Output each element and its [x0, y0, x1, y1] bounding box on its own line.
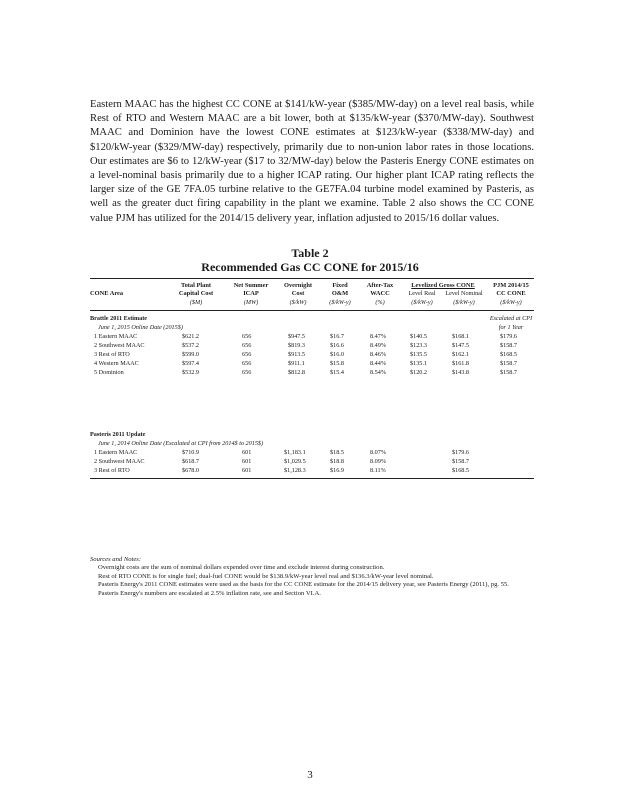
row-level-nominal: $147.5 [452, 342, 470, 349]
row-oc: $1,128.3 [284, 467, 306, 474]
row-wacc: 8.07% [370, 449, 386, 456]
header-fom-2: O&M [331, 290, 349, 297]
header-fom-unit: ($/kW-y) [329, 299, 351, 306]
row-area: 3 Rest of RTO [94, 467, 130, 474]
row-icap: 656 [242, 351, 252, 358]
row-wacc: 8.54% [370, 369, 386, 376]
row-level-nominal: $162.1 [452, 351, 470, 358]
row-icap: 656 [242, 342, 252, 349]
page-number: 3 [307, 769, 313, 781]
row-level-real: $120.2 [410, 369, 428, 376]
row-fom: $16.7 [330, 333, 344, 340]
row-level-real: $123.3 [410, 342, 428, 349]
row-icap: 601 [242, 458, 252, 465]
row-area: 2 Southwest MAAC [94, 342, 145, 349]
row-pjm: $158.7 [500, 369, 518, 376]
row-wacc: 8.44% [370, 360, 386, 367]
row-pjm: $168.5 [500, 351, 518, 358]
row-fom: $15.8 [330, 360, 344, 367]
row-oc: $947.5 [288, 333, 306, 340]
row-oc: $911.1 [288, 360, 305, 367]
table-number: Table 2 [291, 246, 329, 260]
row-tpc: $532.9 [182, 369, 200, 376]
pjm-note-2: for 1 Year [498, 324, 524, 331]
row-tpc: $710.9 [182, 449, 200, 456]
row-level-nominal: $161.8 [452, 360, 470, 367]
row-area: 3 Rest of RTO [94, 351, 130, 358]
header-rule [90, 310, 534, 311]
header-level-real-unit: ($/kW-y) [411, 299, 433, 306]
row-tpc: $597.4 [182, 360, 200, 367]
row-pjm: $158.7 [500, 342, 518, 349]
header-tpc-unit: ($M) [189, 299, 203, 306]
row-level-nominal: $158.7 [452, 458, 470, 465]
row-wacc: 8.49% [370, 342, 386, 349]
row-level-nominal: $179.6 [452, 449, 470, 456]
header-levelized-group: Levelized Gross CONE [411, 282, 475, 289]
pjm-note-1: Escalated at CPI [489, 315, 533, 322]
row-area: 1 Eastern MAAC [94, 333, 138, 340]
row-level-nominal: $143.8 [452, 369, 470, 376]
row-oc: $1,183.1 [284, 449, 306, 456]
header-cone-area: CONE Area [90, 290, 124, 297]
row-tpc: $618.7 [182, 458, 200, 465]
body-paragraph: Eastern MAAC has the highest CC CONE at $141/kW-year ($385/MW-day) on a level real basis, while Rest of RTO and Western MAAC are a bit lower, both at $135/kW-year ($370/MW-day). Southwest MAAC and Dominion have the lowest CONE estimates at $123/kW-year ($338/MW-day) and $120/kW-year ($329/MW-day) respectively, primarily due to non-union labor rates in those locations. Our estimates are $6 to 12/kW-year ($17 to 32/MW-day) below the Pasteris Energy CONE estimates on a level-nominal basis primarily due to a higher ICAP rating. Our higher plant ICAP rating reflects the larger size of the GE 7FA.05 turbine relative to the GE7FA.04 turbine model examined by Pasteris, as well as the greater duct firing capability in the plant we examine. Table 2 also shows the CC CONE value PJM has utilized for the 2014/15 delivery year, inflation adjusted to 2015/16 dollar values. [90, 99, 534, 224]
header-level-nominal: Level Nominal [445, 290, 483, 297]
sources-and-notes [90, 556, 536, 598]
row-level-real: $135.5 [410, 351, 428, 358]
row-fom: $16.0 [330, 351, 344, 358]
note-2: Rest of RTO CONE is for single fuel; dual-fuel CONE would be $138.9/kW-year level real and $136.3/kW-year level nominal. [98, 572, 434, 580]
row-icap: 656 [242, 369, 252, 376]
row-wacc: 8.46% [370, 351, 386, 358]
row-area: 4 Western MAAC [94, 360, 139, 367]
table-bottom-rule [90, 478, 534, 479]
row-wacc: 8.47% [370, 333, 386, 340]
row-icap: 656 [242, 360, 252, 367]
header-pjm-2: CC CONE [496, 290, 526, 297]
pasteris-section-subtitle: June 1, 2014 Online Date (Escalated at CPI from 2014$ to 2015$) [98, 440, 264, 447]
row-fom: $18.8 [330, 458, 344, 465]
notes-heading: Sources and Notes: [90, 556, 142, 563]
header-oc-1: Overnight [283, 282, 313, 289]
header-oc-2: Cost [291, 290, 305, 297]
row-area: 2 Southwest MAAC [94, 458, 145, 465]
header-wacc-unit: (%) [375, 299, 385, 306]
row-oc: $819.3 [288, 342, 306, 349]
header-tpc-1: Total Plant [180, 282, 212, 289]
header-pjm-unit: ($/kW-y) [500, 299, 522, 306]
row-level-nominal: $168.5 [452, 467, 470, 474]
header-icap-unit: (MW) [243, 299, 259, 306]
header-wacc-2: WACC [370, 290, 390, 297]
pasteris-section-title: Pasteris 2011 Update [90, 431, 146, 438]
row-oc: $913.5 [288, 351, 306, 358]
row-tpc: $621.2 [182, 333, 200, 340]
header-fom-1: Fixed [332, 282, 348, 289]
row-area: 5 Dominion [94, 369, 124, 376]
row-wacc: 8.11% [370, 467, 386, 474]
header-icap-1: Net Summer [233, 282, 269, 289]
note-4: Pasteris Energy's numbers are escalated at 2.5% inflation rate, see and Section VI.A. [98, 589, 321, 597]
row-icap: 601 [242, 449, 252, 456]
header-level-nominal-unit: ($/kW-y) [453, 299, 475, 306]
header-wacc-1: After-Tax [366, 282, 394, 289]
row-level-real: $135.1 [410, 360, 428, 367]
header-level-real: Level Real [408, 290, 436, 297]
row-fom: $16.9 [330, 467, 344, 474]
table-top-rule [90, 278, 534, 279]
row-tpc: $599.0 [182, 351, 200, 358]
brattle-section-subtitle: June 1, 2015 Online Date (2015$) [98, 324, 183, 331]
row-tpc: $537.2 [182, 342, 200, 349]
note-3: Pasteris Energy's 2011 CONE estimates were used as the basis for the CC CONE estimate for the 2014/15 delivery year, see Pasteris Energy (2011), pg. 55. [98, 581, 509, 589]
row-pjm: $158.7 [500, 360, 518, 367]
row-wacc: 8.09% [370, 458, 386, 465]
note-1: Overnight costs are the sum of nominal dollars expended over time and exclude interest during construction. [98, 564, 385, 572]
header-tpc-2: Capital Cost [178, 290, 214, 297]
header-pjm-1: PJM 2014/15 [493, 282, 529, 289]
row-level-real: $140.5 [410, 333, 428, 340]
row-fom: $18.5 [330, 449, 344, 456]
row-fom: $16.6 [330, 342, 344, 349]
header-oc-unit: ($/kW) [289, 299, 307, 306]
row-pjm: $179.6 [500, 333, 518, 340]
row-oc: $812.8 [288, 369, 306, 376]
brattle-section-title: Brattle 2011 Estimate [90, 315, 148, 322]
row-icap: 601 [242, 467, 252, 474]
row-tpc: $678.0 [182, 467, 200, 474]
table-title: Recommended Gas CC CONE for 2015/16 [201, 260, 419, 274]
row-oc: $1,029.5 [284, 458, 306, 465]
row-fom: $15.4 [330, 369, 344, 376]
row-icap: 656 [242, 333, 252, 340]
row-area: 1 Eastern MAAC [94, 449, 138, 456]
header-icap-2: ICAP [243, 290, 259, 297]
row-level-nominal: $168.1 [452, 333, 470, 340]
